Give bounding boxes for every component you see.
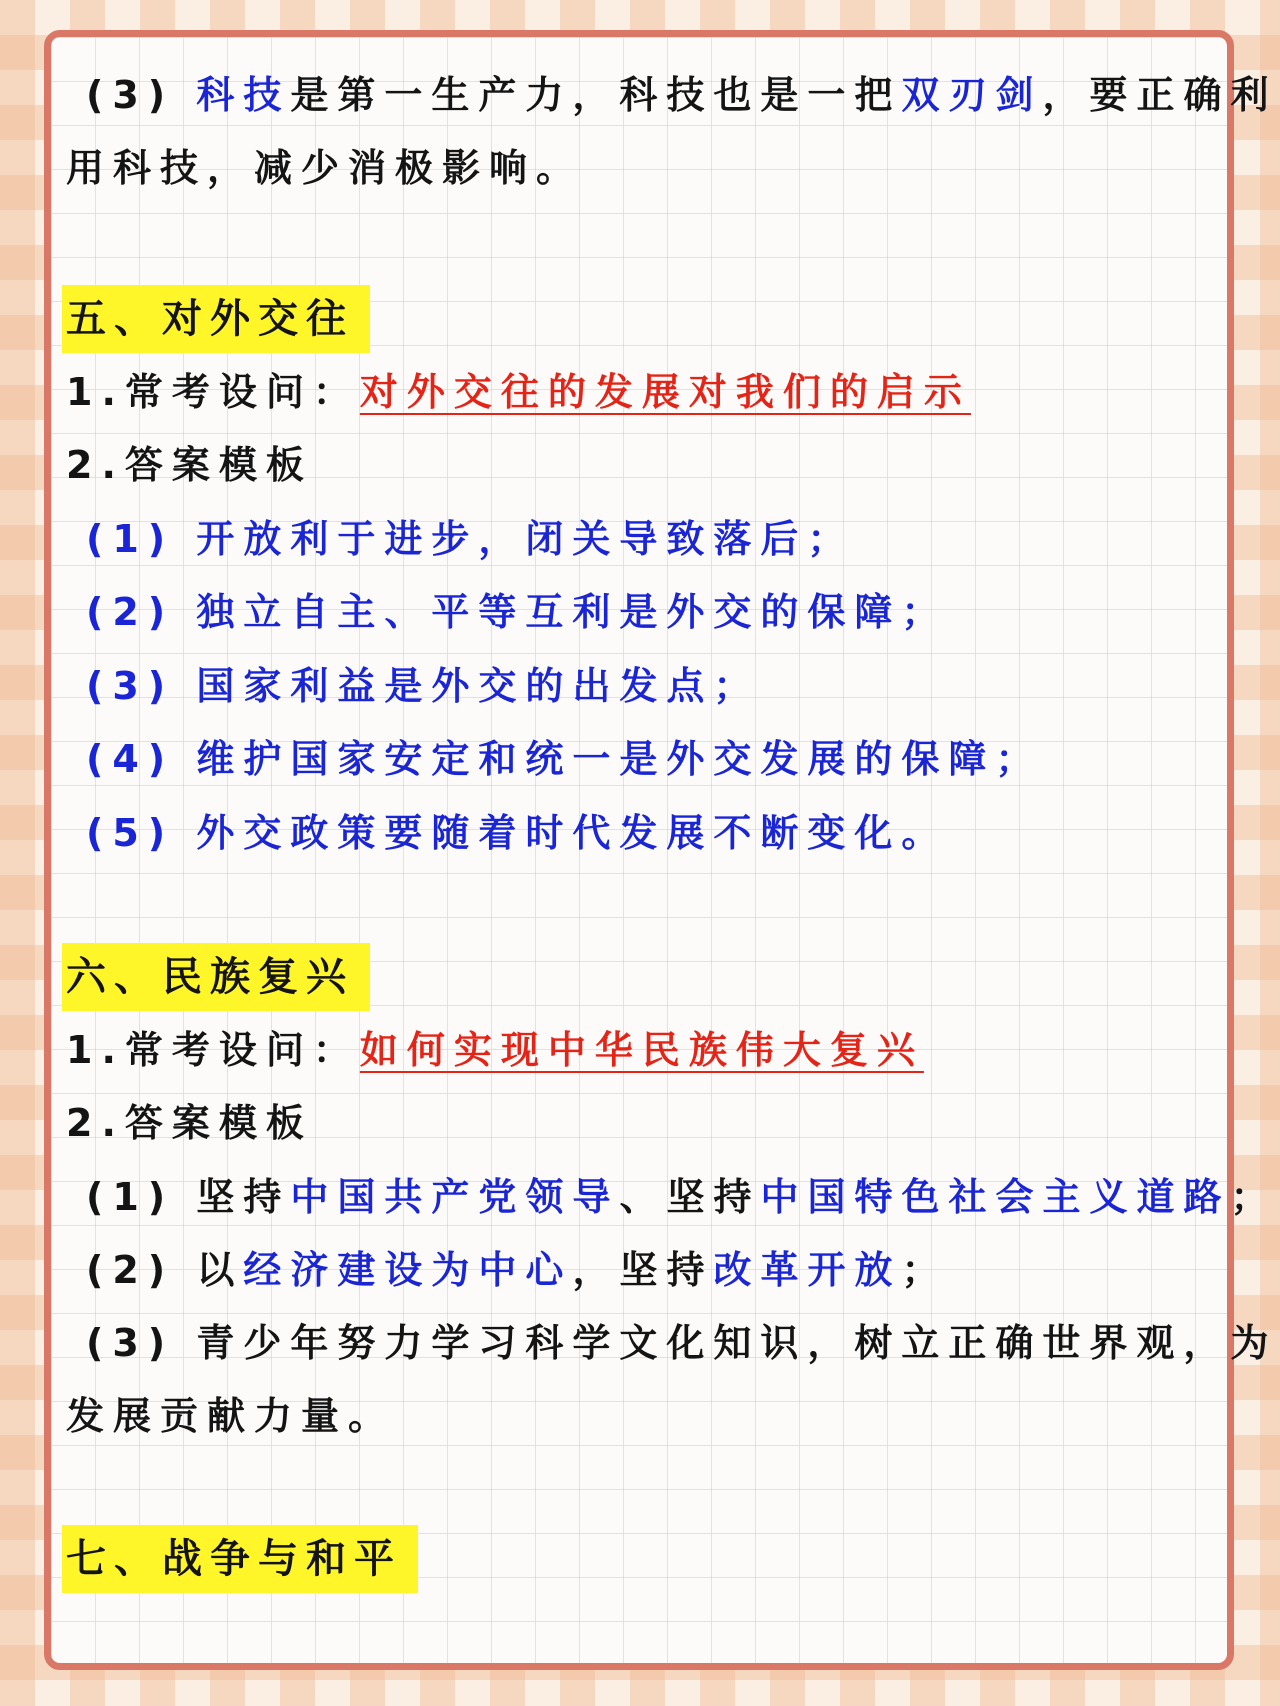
section7-heading: 七、战争与和平	[62, 1525, 418, 1593]
s4-item3-keyword-tech: 科技	[196, 73, 291, 117]
s4-item3-num: (3)	[86, 73, 197, 117]
s6-item1-text-c: 、坚持	[619, 1175, 761, 1219]
s6-item1-keyword-road: 中国特色社会主义道路	[760, 1175, 1231, 1219]
s5-item-5: (5) 外交政策要随着时代发展不断变化。	[86, 811, 949, 855]
s5-item-2: (2) 独立自主、平等互利是外交的保障；	[86, 590, 949, 634]
s5-question-label: 1.常考设问：	[66, 370, 360, 414]
s4-item3-text2: ，要正确利	[1042, 73, 1278, 117]
s5-item-1: (1) 开放利于进步，闭关导致落后；	[86, 517, 855, 561]
s6-item-3: (3) 青少年努力学习科学文化知识，树立正确世界观，为	[86, 1321, 1278, 1365]
s6-answer-label: 2.答案模板	[66, 1101, 313, 1145]
s6-item1-text-a: 坚持	[196, 1175, 291, 1219]
s6-item2-text-a: 以	[196, 1248, 244, 1292]
s5-item-4: (4) 维护国家安定和统一是外交发展的保障；	[86, 737, 1043, 781]
s4-item3-line1	[86, 70, 1277, 120]
section6-heading: 六、民族复兴	[62, 943, 370, 1011]
s6-item2-num: (2)	[86, 1248, 197, 1292]
s4-item3-keyword-sword: 双刃剑	[901, 73, 1043, 117]
s6-question	[66, 1025, 924, 1075]
s5-question-text: 对外交往的发展对我们的启示	[359, 370, 971, 414]
s5-answer-label: 2.答案模板	[66, 443, 313, 487]
s6-item1-text-e: ；	[1230, 1175, 1278, 1219]
s6-item2-text-c: ，坚持	[572, 1248, 714, 1292]
s6-item2-text-e: ；	[901, 1248, 949, 1292]
s4-item3-text: 是第一生产力，科技也是一把	[290, 73, 902, 117]
s6-item2-keyword-reform: 改革开放	[713, 1248, 902, 1292]
s5-question	[66, 367, 971, 417]
section5-heading: 五、对外交往	[62, 285, 370, 353]
s6-question-label: 1.常考设问：	[66, 1028, 360, 1072]
s6-item1-num: (1)	[86, 1175, 197, 1219]
s5-item-3: (3) 国家利益是外交的出发点；	[86, 664, 761, 708]
s4-item3-line2: 用科技，减少消极影响。	[66, 146, 584, 190]
s6-item2-keyword-economy: 经济建设为中心	[243, 1248, 573, 1292]
s6-item-2	[86, 1245, 948, 1295]
s6-item-3-cont: 发展贡献力量。	[66, 1394, 396, 1438]
s6-question-text: 如何实现中华民族伟大复兴	[359, 1028, 924, 1072]
s6-item-1	[86, 1172, 1277, 1222]
s6-item1-keyword-party: 中国共产党领导	[290, 1175, 620, 1219]
